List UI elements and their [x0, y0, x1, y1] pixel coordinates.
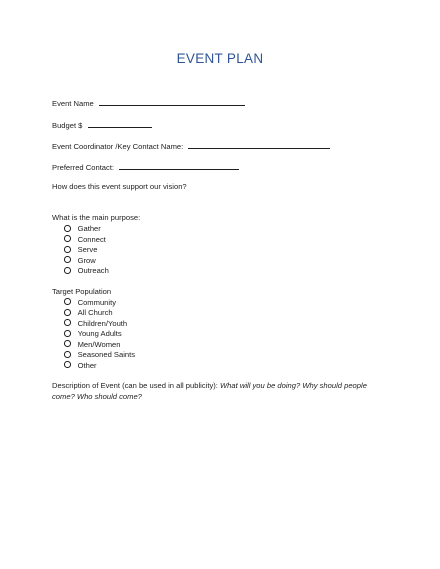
radio-circle-icon[interactable] [64, 319, 71, 326]
purpose-option-outreach[interactable] [64, 266, 109, 276]
target-option-label: Children/Youth [77, 318, 128, 328]
purpose-option-serve[interactable] [64, 245, 97, 255]
purpose-heading: What is the main purpose: [52, 213, 141, 222]
target-option-other[interactable] [64, 361, 97, 371]
preferred-contact-blank[interactable] [119, 161, 239, 170]
preferred-contact-label: Preferred Contact: [52, 163, 115, 172]
description-prompt-1: What will you be doing? Why should people [220, 381, 367, 390]
coordinator-label: Event Coordinator /Key Contact Name: [52, 142, 184, 151]
target-option-label: Other [77, 360, 97, 370]
target-option-young-adults[interactable] [64, 329, 122, 339]
event-name-label: Event Name [52, 99, 94, 108]
target-heading: Target Population [52, 287, 112, 296]
target-option-seasoned-saints[interactable] [64, 350, 135, 360]
purpose-option-grow[interactable] [64, 256, 96, 266]
coordinator-row [52, 140, 330, 152]
radio-circle-icon[interactable] [64, 309, 71, 316]
radio-circle-icon[interactable] [64, 351, 71, 358]
page-title: EVENT PLAN [176, 51, 264, 66]
target-option-label: Seasoned Saints [77, 350, 136, 359]
target-option-children-youth[interactable] [64, 319, 127, 329]
target-option-men-women[interactable] [64, 340, 121, 350]
preferred-contact-row [52, 161, 239, 173]
target-option-label: All Church [77, 308, 113, 317]
target-option-all-church[interactable] [64, 308, 113, 318]
event-name-row [52, 97, 245, 109]
purpose-option-connect[interactable] [64, 235, 106, 245]
budget-label: Budget $ [52, 121, 83, 130]
target-option-label: Men/Women [77, 339, 121, 349]
target-option-label: Community [77, 297, 116, 307]
radio-circle-icon[interactable] [64, 246, 71, 253]
budget-row [52, 119, 152, 131]
target-option-community[interactable] [64, 298, 116, 308]
purpose-option-label: Gather [77, 224, 101, 233]
radio-circle-icon[interactable] [64, 225, 71, 232]
purpose-option-label: Outreach [77, 266, 109, 275]
description-line-1 [52, 381, 367, 391]
purpose-option-gather[interactable] [64, 224, 101, 234]
radio-circle-icon[interactable] [64, 330, 71, 337]
radio-circle-icon[interactable] [64, 298, 71, 305]
budget-blank[interactable] [88, 119, 152, 128]
purpose-option-label: Grow [77, 255, 96, 265]
description-label: Description of Event (can be used in all publicity): [52, 381, 218, 390]
coordinator-blank[interactable] [188, 140, 330, 149]
vision-question: How does this event support our vision? [52, 182, 187, 191]
radio-circle-icon[interactable] [64, 235, 71, 242]
radio-circle-icon[interactable] [64, 267, 71, 274]
radio-circle-icon[interactable] [64, 340, 71, 347]
purpose-option-label: Connect [77, 234, 106, 244]
radio-circle-icon[interactable] [64, 361, 71, 368]
purpose-option-label: Serve [77, 245, 98, 254]
target-option-label: Young Adults [77, 329, 122, 338]
event-name-blank[interactable] [99, 97, 245, 106]
description-line-2 [52, 392, 142, 402]
description-prompt-2: come? Who should come? [52, 392, 142, 401]
radio-circle-icon[interactable] [64, 256, 71, 263]
